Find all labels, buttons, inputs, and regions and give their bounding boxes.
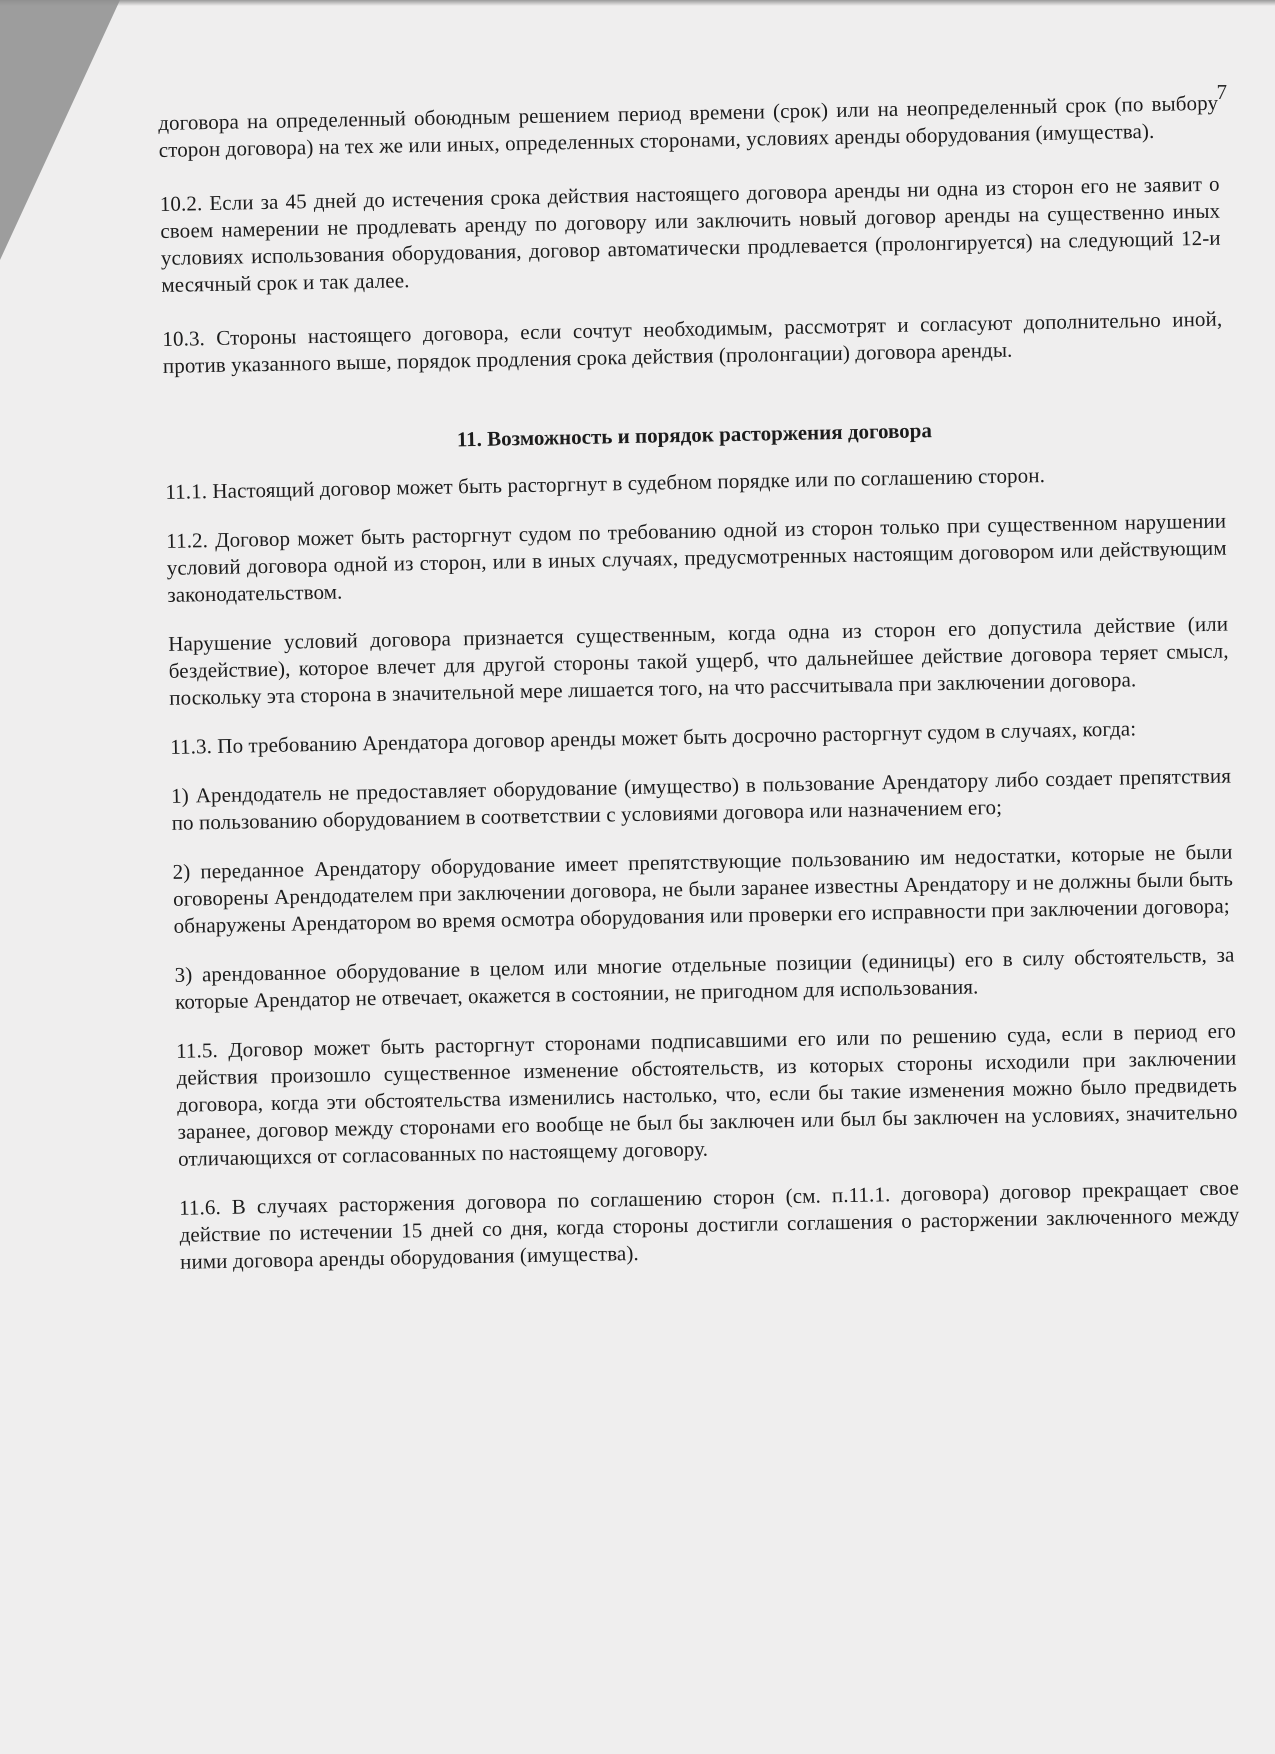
scan-corner-shadow [0,0,120,260]
paragraph-10-1-continuation: договора на определенный обоюдным решением период времени (срок) или на неопределенный срок (по выбору сторон договора) на тех же или иных, определенных сторонами, условиях аренды оборудования (имущества). [158,90,1219,162]
page-number: 7 [1216,80,1227,104]
document-body [158,90,1241,1298]
paragraph-11-6: 11.6. В случаях расторжения договора по соглашению сторон (см. п.11.1. договора) договор прекращает свое действие по истечении 15 дней со дня, когда стороны достигли соглашения о расторжении заключенного между ними договора аренды оборудования (имущества). [178,1175,1240,1274]
paragraph-10-3: 10.3. Стороны настоящего договора, если сочтут необходимым, рассмотрят и согласуют дополнительно иной, против указанного выше, порядок продления срока действия (пролонгации) договора аренды. [162,306,1223,378]
paragraph-11-1: 11.1. Настоящий договор может быть расторгнут в судебном порядке или по соглашению сторон. [165,463,1046,504]
list-item-3: 3) арендованное оборудование в целом или многие отдельные позиции (единицы) его в силу обстоятельств, за которые Арендатор не отвечает, окажется в состоянии, не пригодном для использования. [174,942,1235,1014]
list-item-1: 1) Арендодатель не предоставляет оборудование (имущество) в пользование Арендатору либо создает препятствия по пользованию оборудованием в соответствии с условиями договора или назначением его; [170,763,1232,835]
paragraph-11-5: 11.5. Договор может быть расторгнут сторонами подписавшими его или по решению суда, если в период его действия произошло существенное изменение обстоятельств, из которых стороны исходили при заключении договора, когда эти обстоятельства изменились настолько, что, если бы такие изменения можно было предвидеть заранее, договор между сторонами его вообще не был бы заключен или был бы заключен на условиях, значительно отличающихся от согласованных по настоящему договору. [175,1018,1238,1171]
section-11-heading: 11. Возможность и порядок расторжения договора [456,418,933,452]
paragraph-material-breach: Нарушение условий договора признается существенным, когда одна из сторон его допустила действие (или бездействие), которое влечет для другой стороны такой ущерб, что дальнейшее действие договора теряет смысл, поскольку эта сторона в значительной мере лишается того, на что рассчитывала при заключении договора. [168,611,1229,710]
paragraph-11-2: 11.2. Договор может быть расторгнут судом по требованию одной из сторон только при существенном нарушении условий договора одной из сторон, или в иных случаях, предусмотренных настоящим договором или действующим законодательством. [166,508,1227,607]
list-item-2: 2) переданное Арендатору оборудование имеет препятствующие пользованию им недостатки, которые не были оговорены Арендодателем при заключении договора, не были заранее известны Арендатору и не должны были быть обнаружены Арендатором во время осмотра оборудования или проверки его исправности при заключении договора; [172,839,1234,938]
paragraph-10-2: 10.2. Если за 45 дней до истечения срока действия настоящего договора аренды ни одна из сторон его не заявит о своем намерении не продлевать аренду по договору или заключить новый договор аренды на существенно иных условиях использования оборудования, договор автоматически продлевается (пролонгируется) на следующий 12-и месячный срок и так далее. [159,171,1221,297]
paragraph-11-3: 11.3. По требованию Арендатора договор аренды может быть досрочно расторгнут судом в случаях, когда: [169,716,1137,759]
scan-top-edge [0,0,1275,6]
